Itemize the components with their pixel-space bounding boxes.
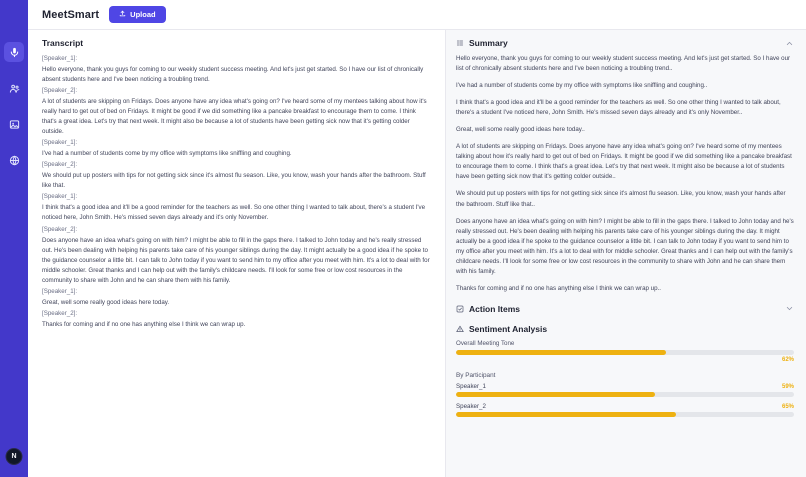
utterance-text: Hello everyone, thank you guys for coming to our weekly student success meeting. And let's just get started. So I have our list of chronically absent students here and I've been noticing a troubling trend. — [42, 66, 424, 84]
utterance-text: I've had a number of students come by my office with symptoms like sniffling and coughing. — [42, 150, 292, 158]
transcript-entry — [42, 193, 431, 223]
participant-sentiment-row — [456, 383, 794, 397]
participant-value: 65% — [781, 403, 794, 410]
list-icon — [456, 39, 464, 47]
sidebar-item-language[interactable] — [4, 150, 24, 170]
image-icon — [9, 119, 20, 130]
summary-paragraph: I've had a number of students come by my office with symptoms like sniffling and coughing.. — [456, 82, 708, 90]
utterance-text: Thanks for coming and if no one has anything else I think we can wrap up. — [42, 320, 246, 328]
participant-bar-fill — [456, 392, 655, 397]
warning-triangle-icon — [456, 325, 464, 333]
transcript-entry — [42, 55, 431, 85]
transcript-entry — [42, 226, 431, 286]
check-square-icon — [456, 305, 464, 313]
participant-value: 59% — [781, 383, 794, 390]
participant-name: Speaker_2 — [456, 402, 486, 410]
sidebar-item-media[interactable] — [4, 114, 24, 134]
upload-button-label: Upload — [130, 10, 156, 19]
transcript-entry — [42, 288, 431, 308]
summary-paragraph: Hello everyone, thank you guys for coming to our weekly student success meeting. And let's just get started. So I have our list of chronically absent students here and I've been noticing a troubling trend.. — [456, 55, 791, 73]
summary-paragraph: I think that's a good idea and it'll be a good reminder for the teachers as well. So one other thing I wanted to talk about, there's a student I've noticed here, John Smith. He's missed seven days already and it's only November.. — [456, 99, 781, 117]
sidebar-item-recordings[interactable] — [4, 42, 24, 62]
summary-paragraph: A lot of students are skipping on Fridays. Does anyone have any idea what's going on? I've heard some of my mentees talking about how it's really hard to get out of bed on Fridays. It might be good if we did something like a pancake breakfast to encourage them to come. I think that's a great idea. Let's try that next week. It might also be because a lot of students have been getting sick now that it's getting colder outside.. — [456, 143, 792, 181]
sidebar-nav — [0, 0, 28, 477]
sentiment-title: Sentiment Analysis — [469, 323, 548, 334]
overall-tone-bar — [456, 350, 794, 355]
utterance-text: A lot of students are skipping on Fridays. Does anyone have any idea what's going on? I've heard some of my mentees talking about how it's really hard to get out of bed on Fridays. It might be good if we did something like a pancake breakfast to encourage them to come. I think that's a great idea. Let's try that next week. It might also be because a lot of students have been getting sick now that it's getting colder outside. — [42, 98, 427, 136]
transcript-entry — [42, 310, 431, 330]
action-items-title: Action Items — [469, 303, 521, 314]
participant-name: Speaker_1 — [456, 382, 486, 390]
participant-sentiment-row — [456, 403, 794, 417]
transcript-title: Transcript — [42, 38, 84, 48]
transcript-entry — [42, 161, 431, 191]
utterance-text: We should put up posters with tips for not getting sick since it's almost flu season. Like, you know, wash your hands after the bathroom. Stuff like that. — [42, 172, 426, 190]
avatar[interactable]: N — [6, 448, 23, 465]
participant-bar — [456, 392, 794, 397]
upload-button[interactable] — [109, 6, 165, 23]
chevron-up-icon[interactable] — [785, 39, 794, 48]
overall-tone-metric — [456, 340, 794, 363]
users-icon — [9, 83, 20, 94]
overall-tone-label: Overall Meeting Tone — [456, 339, 515, 347]
summary-title: Summary — [469, 38, 508, 48]
sentiment-section-header — [456, 324, 794, 334]
speaker-label: [Speaker_2]: — [42, 87, 78, 95]
utterance-text: Does anyone have an idea what's going on with him? I might be able to fill in the gaps there. I talked to John today and he's really stressed out. He's been dealing with helping his parents take care of his younger siblings during the day. It might actually be a good idea if he spoke to the guidance counselor a little bit. I can talk to John today if you want to send him to my office after you meet with him. It's a lot to deal with for middle schooler. Great thanks and I can help out with the family's childcare needs. I'll look for some free or low cost resources in the community to share with John and he can share them with his family. — [42, 236, 430, 284]
insights-panel — [446, 30, 806, 477]
utterance-text: Great, well some really good ideas here today. — [42, 298, 170, 306]
overall-tone-bar-fill — [456, 350, 666, 355]
overall-tone-value: 62% — [781, 356, 794, 363]
speaker-label: [Speaker_2]: — [42, 309, 78, 317]
content-split — [28, 30, 806, 477]
speaker-label: [Speaker_1]: — [42, 287, 78, 295]
speaker-label: [Speaker_1]: — [42, 193, 78, 201]
summary-paragraph: Great, well some really good ideas here today.. — [456, 126, 585, 134]
participant-bar-fill — [456, 412, 676, 417]
summary-paragraph: Does anyone have an idea what's going on with him? I might be able to fill in the gaps there. I talked to John today and he's really stressed out. He's been dealing with helping his parents take care of his younger siblings during the day. It might actually be a good idea if he spoke to the guidance counselor a little bit. I can talk to John today if you want to send him to my office after you meet with him. It's a lot to deal with for middle schooler. Great thanks and I can help out with the family's childcare needs. I'll look for some free or low cost resources in the community to share with John and he can share them with his family. — [456, 217, 794, 275]
utterance-text: I think that's a good idea and it'll be a good reminder for the teachers as well. So one other thing I wanted to talk about, there's a student I've noticed here, John Smith. He's missed seven days already and it's only November. — [42, 204, 426, 222]
transcript-entry — [42, 139, 431, 159]
by-participant-label: By Participant — [456, 371, 496, 379]
summary-section-header[interactable] — [456, 38, 794, 48]
main-area — [28, 0, 806, 477]
chevron-down-icon[interactable] — [785, 304, 794, 313]
speaker-label: [Speaker_2]: — [42, 161, 78, 169]
upload-icon — [119, 10, 126, 19]
microphone-icon — [9, 47, 20, 58]
summary-paragraph: Thanks for coming and if no one has anything else I think we can wrap up.. — [456, 284, 661, 292]
transcript-panel — [28, 30, 446, 477]
speaker-label: [Speaker_2]: — [42, 225, 78, 233]
app-header — [28, 0, 806, 30]
participant-bar — [456, 412, 794, 417]
sidebar-item-participants[interactable] — [4, 78, 24, 98]
transcript-entry — [42, 87, 431, 137]
speaker-label: [Speaker_1]: — [42, 55, 78, 62]
speaker-label: [Speaker_1]: — [42, 139, 78, 147]
summary-paragraph: We should put up posters with tips for not getting sick since it's almost flu season. Like, you know, wash your hands after the bathroom. Stuff like that.. — [456, 190, 786, 208]
globe-icon — [9, 155, 20, 166]
page-title: MeetSmart — [42, 8, 100, 21]
action-items-section-header[interactable] — [456, 304, 794, 314]
